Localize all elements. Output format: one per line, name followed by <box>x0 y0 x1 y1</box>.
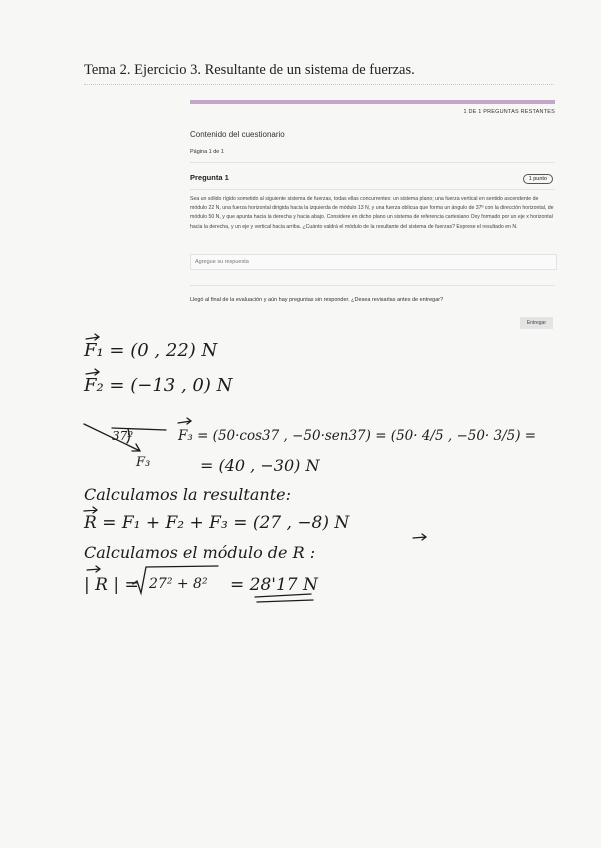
hw-modulus-sqrt: 27² + 8² <box>149 576 208 592</box>
question-label: Pregunta 1 <box>190 173 229 182</box>
hw-angle: 37º <box>112 429 133 443</box>
hw-modulus-lhs: | R | = <box>84 575 139 595</box>
points-badge: 1 punto <box>523 174 553 184</box>
vector-arrow-r3 <box>87 566 100 572</box>
page-label: Página 1 de 1 <box>190 149 224 155</box>
vector-arrow-r2 <box>413 534 426 540</box>
submit-button[interactable]: Entregar <box>520 317 553 329</box>
hw-f3-label: F₃ <box>136 455 151 470</box>
quiz-heading: Contenido del cuestionario <box>190 130 285 139</box>
hw-f3-result: = (40 , −30) N <box>200 456 320 475</box>
hw-f1: F₁ = (0 , 22) N <box>84 340 218 361</box>
hw-f2: F₂ = (−13 , 0) N <box>84 375 233 396</box>
vector-arrow-f3 <box>178 418 191 424</box>
hw-calc-resultant: Calculamos la resultante: <box>84 485 291 504</box>
result-underline <box>255 594 313 602</box>
page-title: Tema 2. Ejercicio 3. Resultante de un sistema de fuerzas. <box>84 62 415 78</box>
hw-calc-modulus: Calculamos el módulo de R : <box>84 543 316 562</box>
hw-resultant-equation: R = F₁ + F₂ + F₃ = (27 , −8) N <box>84 513 350 533</box>
question-text: Sea un sólido rígido sometido al siguiente sistema de fuerzas, todas ellas concurrentes: un sistema plano; una fuerza vertical en sentido ascendente de módulo 22 N, una fuerza horizontal dirigida hacia la izquierda de módulo 13 N, y una fuerza oblicua que forma un ángulo de 37º con la dirección horizontal, de módulo 50 N, y que apunta hacia la derecha y hacia abajo. Considere en dicho plano un sistema de referencia cartesiano Oxy formado por un eje x horizontal hacia la derecha, y un eje y vertical hacia arriba. ¿Cuánto valdrá el módulo de la resultante del sistema de fuerzas? Exprese el resultado en N. <box>190 196 554 230</box>
hw-f3-equation: F₃ = (50·cos37 , −50·sen37) = (50· 4/5 , −50· 3/5) = <box>178 428 537 444</box>
progress-text: 1 DE 1 PREGUNTAS RESTANTES <box>463 109 555 115</box>
hw-modulus-result: = 28'17 N <box>230 575 318 595</box>
end-of-quiz-text: Llegó al final de la evaluación y aún hay preguntas sin responder. ¿Desea revisarlas antes de entregar? <box>190 297 444 303</box>
